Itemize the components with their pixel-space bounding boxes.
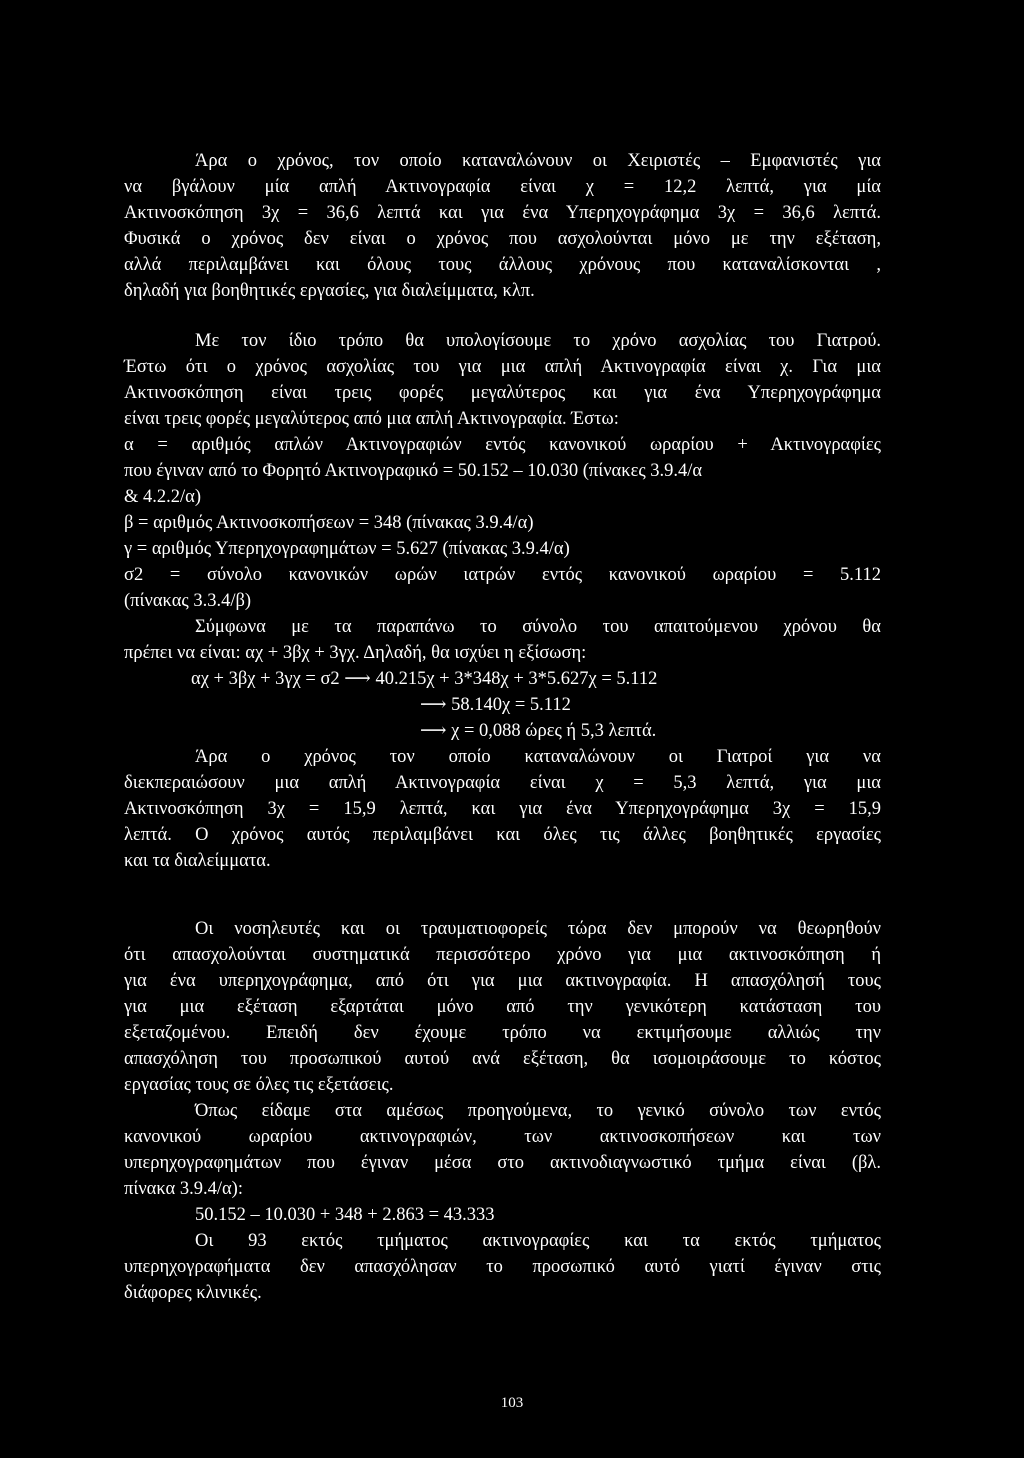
- text-line: υπερηχογραφημάτων που έγιναν μέσα στο ακτινοδιαγνωστικό τμήμα είναι (βλ.: [124, 1153, 881, 1173]
- page-number: 103: [500, 1395, 524, 1411]
- text-line: Ακτινοσκόπηση 3χ = 15,9 λεπτά, και για ένα Υπερηχογράφημα 3χ = 15,9: [124, 799, 881, 819]
- text-line: Άρα ο χρόνος τον οποίο καταναλώνουν οι Γιατροί για να: [195, 747, 881, 767]
- text-line: Οι 93 εκτός τμήματος ακτινογραφίες και τα εκτός τμήματος: [195, 1231, 881, 1251]
- text-line: Οι νοσηλευτές και οι τραυματιοφορείς τώρα δεν μπορούν να θεωρηθούν: [195, 919, 881, 939]
- text-line: υπερηχογραφήματα δεν απασχόλησαν το προσωπικό αυτό γιατί έγιναν στις: [124, 1257, 881, 1277]
- text-line: εργασίας τους σε όλες τις εξετάσεις.: [124, 1075, 394, 1095]
- text-line: απασχόληση του προσωπικού αυτού ανά εξέταση, θα ισομοιράσουμε το κόστος: [124, 1049, 881, 1069]
- text-line: (πίνακας 3.3.4/β): [124, 591, 252, 611]
- text-line: Με τον ίδιο τρόπο θα υπολογίσουμε το χρόνο ασχολίας του Γιατρού.: [195, 331, 881, 351]
- text-line: για ένα υπερηχογράφημα, από ότι για μια ακτινογραφία. Η απασχόλησή τους: [124, 971, 881, 991]
- text-line: & 4.2.2/α): [124, 487, 202, 507]
- text-line: ότι απασχολούνται συστηματικά περισσότερο χρόνο για μια ακτινοσκόπηση ή: [124, 945, 881, 965]
- text-line: Άρα ο χρόνος, τον οποίο καταναλώνουν οι Χειριστές – Εμφανιστές για: [195, 151, 881, 171]
- text-line: 50.152 – 10.030 + 348 + 2.863 = 43.333: [195, 1205, 495, 1225]
- text-line: α = αριθμός απλών Ακτινογραφιών εντός κανονικού ωραρίου + Ακτινογραφίες: [124, 435, 881, 455]
- text-line: Φυσικά ο χρόνος δεν είναι ο χρόνος που ασχολούνται μόνο με την εξέταση,: [124, 229, 881, 249]
- text-line: για μια εξέταση εξαρτάται μόνο από την γενικότερη κατάσταση του: [124, 997, 881, 1017]
- text-line: που έγιναν από το Φορητό Ακτινογραφικό = 50.152 – 10.030 (πίνακες 3.9.4/α: [124, 461, 703, 481]
- text-line: δηλαδή για βοηθητικές εργασίες, για διαλείμματα, κλπ.: [124, 281, 535, 301]
- text-line: και τα διαλείμματα.: [124, 851, 271, 871]
- text-line: γ = αριθμός Υπερηχογραφημάτων = 5.627 (πίνακας 3.9.4/α): [124, 539, 570, 559]
- text-line: διάφορες κλινικές.: [124, 1283, 262, 1303]
- text-line: ⟶ χ = 0,088 ώρες ή 5,3 λεπτά.: [420, 721, 657, 741]
- text-line: να βγάλουν μία απλή Ακτινογραφία είναι χ = 12,2 λεπτά, για μία: [124, 177, 881, 197]
- text-line: πρέπει να είναι: αχ + 3βχ + 3γχ. Δηλαδή, θα ισχύει η εξίσωση:: [124, 643, 587, 663]
- paragraph-gap: [124, 304, 881, 328]
- text-line: Όπως είδαμε στα αμέσως προηγούμενα, το γενικό σύνολο των εντός: [195, 1101, 881, 1121]
- text-line: λεπτά. Ο χρόνος αυτός περιλαμβάνει και όλες τις άλλες βοηθητικές εργασίες: [124, 825, 881, 845]
- text-line: αλλά περιλαμβάνει και όλους τους άλλους χρόνους που καταναλίσκονται ,: [124, 255, 881, 275]
- text-line: Ακτινοσκόπηση 3χ = 36,6 λεπτά και για ένα Υπερηχογράφημα 3χ = 36,6 λεπτά.: [124, 203, 881, 223]
- text-line: Σύμφωνα με τα παραπάνω το σύνολο του απαιτούμενου χρόνου θα: [195, 617, 881, 637]
- text-line: είναι τρεις φορές μεγαλύτερος από μια απλή Ακτινογραφία. Έστω:: [124, 409, 619, 429]
- text-line: ⟶ 58.140χ = 5.112: [420, 695, 571, 715]
- text-line: Ακτινοσκόπηση είναι τρεις φορές μεγαλύτερος και για ένα Υπερηχογράφημα: [124, 383, 881, 403]
- text-line: αχ + 3βχ + 3γχ = σ2 ⟶ 40.215χ + 3*348χ + 3*5.627χ = 5.112: [191, 669, 658, 689]
- text-line: β = αριθμός Ακτινοσκοπήσεων = 348 (πίνακας 3.9.4/α): [124, 513, 534, 533]
- text-line: κανονικού ωραρίου ακτινογραφιών, των ακτινοσκοπήσεων και των: [124, 1127, 881, 1147]
- paragraph-gap: [124, 874, 881, 916]
- text-line: εξεταζομένου. Επειδή δεν έχουμε τρόπο να εκτιμήσουμε αλλιώς την: [124, 1023, 881, 1043]
- text-line: Έστω ότι ο χρόνος ασχολίας του για μια απλή Ακτινογραφία είναι χ. Για μια: [124, 357, 881, 377]
- document-body: [124, 148, 881, 1306]
- text-line: σ2 = σύνολο κανονικών ωρών ιατρών εντός κανονικού ωραρίου = 5.112: [124, 565, 881, 585]
- text-line: διεκπεραιώσουν μια απλή Ακτινογραφία είναι χ = 5,3 λεπτά, για μια: [124, 773, 881, 793]
- text-line: πίνακα 3.9.4/α):: [124, 1179, 243, 1199]
